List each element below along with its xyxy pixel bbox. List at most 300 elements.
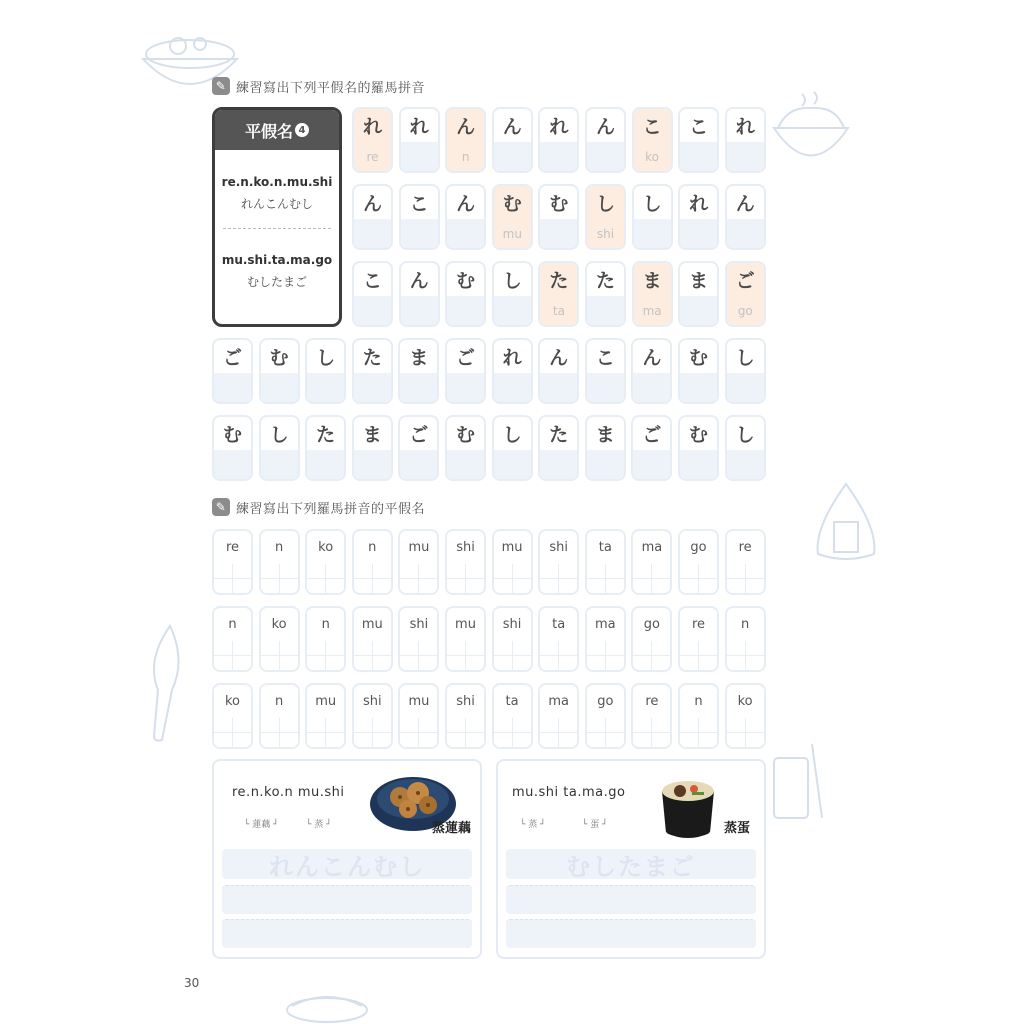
practice-cell[interactable]: [212, 683, 253, 749]
cell-romaji: ma: [641, 540, 663, 555]
cell-answer-area[interactable]: [540, 641, 577, 670]
cell-answer-area[interactable]: [540, 142, 577, 171]
card-romaji: mu.shi ta.ma.go: [512, 785, 626, 800]
section-title-text: 練習寫出下列平假名的羅馬拼音: [236, 80, 426, 96]
cell-kana: し: [642, 193, 662, 215]
cell-answer-area[interactable]: [447, 564, 484, 593]
cell-answer-area[interactable]: [214, 564, 251, 593]
practice-cell[interactable]: [305, 415, 346, 481]
cell-romaji: re: [645, 694, 659, 709]
cell-kana: ん: [502, 116, 522, 138]
practice-cell[interactable]: [352, 683, 393, 749]
practice-cell[interactable]: [585, 606, 626, 672]
cell-kana: ん: [595, 116, 615, 138]
practice-cell[interactable]: [725, 529, 766, 595]
practice-cell[interactable]: [352, 184, 393, 250]
cell-answer-area[interactable]: [680, 142, 717, 171]
cell-answer-area[interactable]: [634, 219, 671, 248]
cell-answer-area[interactable]: [540, 718, 577, 747]
practice-cell[interactable]: [678, 606, 719, 672]
practice-cell[interactable]: [259, 606, 300, 672]
cell-answer-area[interactable]: [680, 450, 717, 479]
cell-answer-area[interactable]: [587, 373, 624, 402]
cell-answer-area[interactable]: [261, 373, 298, 402]
card-writing-line: [222, 919, 472, 948]
practice-cell[interactable]: [212, 529, 253, 595]
cell-romaji: shi: [549, 540, 568, 555]
cell-kana: し: [735, 424, 755, 446]
cell-kana: れ: [502, 347, 522, 369]
cell-answer-area[interactable]: [400, 373, 437, 402]
practice-cell[interactable]: [492, 415, 533, 481]
cell-answer-area[interactable]: [400, 450, 437, 479]
cell-kana: む: [455, 424, 475, 446]
practice-cell[interactable]: [585, 184, 626, 250]
cell-answer-area[interactable]: [633, 450, 670, 479]
cell-answer-area[interactable]: [447, 373, 484, 402]
cell-kana: し: [316, 347, 336, 369]
practice-cell[interactable]: [725, 107, 766, 173]
practice-cell[interactable]: [212, 415, 253, 481]
cell-romaji: mu: [408, 540, 430, 555]
cell-answer-area[interactable]: re: [354, 142, 391, 171]
cell-romaji: re: [691, 617, 706, 632]
cell-kana: ご: [642, 424, 662, 446]
practice-cell[interactable]: [585, 338, 626, 404]
cell-answer-area[interactable]: [307, 373, 344, 402]
cell-romaji: ma: [548, 694, 569, 709]
cell-romaji: shi: [456, 694, 475, 709]
cell-answer-area[interactable]: [680, 219, 717, 248]
practice-cell[interactable]: [585, 261, 626, 327]
practice-cell[interactable]: [445, 184, 486, 250]
word-card-mushi-tamago: [496, 759, 766, 959]
section-title-romaji-to-kana: [212, 496, 425, 518]
cell-kana: ま: [362, 424, 382, 446]
cell-answer-area[interactable]: [307, 450, 344, 479]
cell-romaji: mu: [455, 617, 476, 632]
practice-cell[interactable]: [492, 606, 533, 672]
section-title-kana-to-romaji: [212, 75, 425, 97]
practice-cell[interactable]: [492, 184, 533, 250]
practice-cell[interactable]: [678, 683, 719, 749]
cell-romaji: mu: [315, 694, 337, 709]
vocab-word: [215, 253, 339, 290]
sushi-doodle-icon: [282, 988, 372, 1024]
cell-romaji: shi: [502, 617, 522, 632]
practice-cell[interactable]: [678, 107, 719, 173]
cell-answer-area[interactable]: [680, 641, 717, 670]
cell-romaji: mu: [501, 540, 523, 555]
practice-cell[interactable]: [492, 107, 533, 173]
cell-answer-area[interactable]: [587, 142, 624, 171]
cell-romaji: go: [597, 694, 614, 709]
cell-kana: む: [549, 193, 569, 215]
practice-cell[interactable]: [492, 338, 533, 404]
card-writing-line: [222, 885, 472, 914]
section-title-text: 練習寫出下列羅馬拼音的平假名: [236, 501, 426, 517]
practice-cell[interactable]: [631, 529, 672, 595]
cell-romaji: re: [225, 540, 240, 555]
cell-kana: ん: [549, 347, 569, 369]
cell-answer-area[interactable]: [587, 296, 624, 325]
cell-kana: た: [540, 263, 577, 296]
practice-cell[interactable]: [538, 261, 579, 327]
practice-cell[interactable]: [445, 683, 486, 749]
cell-kana: こ: [689, 116, 709, 138]
vocab-box-number-badge: 4: [295, 123, 309, 137]
cell-answer-area[interactable]: [307, 641, 344, 670]
cell-answer-area[interactable]: [494, 373, 531, 402]
cell-answer-area[interactable]: [214, 450, 251, 479]
practice-cell[interactable]: [678, 261, 719, 327]
cell-kana: こ: [362, 270, 382, 292]
cell-answer-area[interactable]: shi: [587, 219, 624, 248]
vocab-word-romaji: re.n.ko.n.mu.shi: [221, 175, 333, 189]
practice-cell[interactable]: [632, 184, 673, 250]
practice-cell[interactable]: [352, 338, 393, 404]
cell-kana: ご: [727, 263, 764, 296]
card-gloss: └ 蛋 ┘: [582, 820, 608, 830]
vocab-word-kana: れんこんむし: [240, 197, 313, 211]
cell-answer-area[interactable]: ta: [540, 296, 577, 325]
practice-cell[interactable]: [352, 415, 393, 481]
practice-cell[interactable]: [585, 107, 626, 173]
cell-kana: む: [269, 347, 289, 369]
cell-kana: ん: [735, 193, 755, 215]
cell-answer-area[interactable]: [727, 450, 764, 479]
practice-cell[interactable]: [538, 529, 579, 595]
practice-cell[interactable]: [538, 107, 579, 173]
word-card-renkon-mushi: [212, 759, 482, 959]
practice-cell[interactable]: [632, 261, 673, 327]
cell-kana: た: [316, 424, 336, 446]
cell-answer-area[interactable]: [261, 450, 298, 479]
cell-answer-area[interactable]: [494, 718, 531, 747]
cell-answer-area[interactable]: [540, 219, 577, 248]
cell-answer-area[interactable]: [214, 373, 251, 402]
cell-answer-area[interactable]: [494, 564, 531, 593]
practice-cell[interactable]: [259, 683, 300, 749]
cell-romaji: go: [643, 617, 660, 632]
practice-cell[interactable]: [492, 529, 533, 595]
practice-cell[interactable]: [305, 606, 346, 672]
practice-cell[interactable]: [259, 415, 300, 481]
practice-cell[interactable]: [212, 606, 253, 672]
cell-kana: し: [502, 270, 522, 292]
vocab-word-romaji: mu.shi.ta.ma.go: [221, 253, 333, 267]
cell-answer-area[interactable]: [447, 296, 484, 325]
cell-kana: む: [456, 270, 476, 292]
cell-kana: こ: [409, 193, 429, 215]
card-food-name: 蒸蓮藕: [432, 821, 472, 836]
practice-cell[interactable]: [352, 107, 393, 173]
cell-answer-area[interactable]: [354, 718, 391, 747]
cell-kana: れ: [689, 193, 709, 215]
cell-romaji: shi: [362, 694, 382, 709]
cell-kana: ん: [642, 347, 662, 369]
cell-answer-area[interactable]: [214, 718, 251, 747]
cell-answer-area[interactable]: [447, 450, 484, 479]
pencil-icon: ✎: [212, 498, 230, 516]
practice-cell[interactable]: [398, 683, 439, 749]
cell-answer-area[interactable]: [727, 718, 764, 747]
cell-romaji: n: [274, 694, 284, 709]
cell-kana: ん: [456, 193, 476, 215]
cell-romaji: shi: [456, 540, 475, 555]
cell-answer-area[interactable]: ma: [634, 296, 671, 325]
practice-cell[interactable]: [352, 529, 393, 595]
card-gloss: └ 蒸 ┘: [306, 820, 332, 830]
cell-kana: れ: [549, 116, 569, 138]
cell-answer-area[interactable]: ko: [634, 142, 671, 171]
cell-answer-area[interactable]: [354, 641, 391, 670]
practice-cell[interactable]: [631, 606, 672, 672]
cell-answer-area[interactable]: [214, 641, 251, 670]
cell-answer-area[interactable]: [494, 296, 531, 325]
practice-cell[interactable]: [725, 606, 766, 672]
cell-kana: ん: [447, 109, 484, 142]
practice-cell[interactable]: [678, 338, 719, 404]
cell-answer-area[interactable]: [680, 564, 717, 593]
practice-cell[interactable]: [445, 338, 486, 404]
cell-kana: こ: [634, 109, 671, 142]
cell-answer-area[interactable]: [633, 373, 670, 402]
vocab-box: [212, 107, 342, 327]
cell-answer-area[interactable]: [633, 564, 670, 593]
cell-answer-area[interactable]: [540, 373, 577, 402]
practice-cell[interactable]: [445, 261, 486, 327]
cell-romaji: ko: [271, 617, 287, 632]
practice-cell[interactable]: [492, 261, 533, 327]
practice-cell[interactable]: [678, 529, 719, 595]
cell-romaji: ta: [598, 540, 612, 555]
cell-answer-area[interactable]: [401, 142, 438, 171]
practice-cell[interactable]: [445, 415, 486, 481]
practice-cell[interactable]: [538, 683, 579, 749]
drink-doodle-icon: [766, 738, 830, 824]
cell-romaji: ko: [224, 694, 241, 709]
practice-cell[interactable]: [725, 184, 766, 250]
cell-romaji: n: [274, 540, 284, 555]
card-writing-line: [506, 885, 756, 914]
cell-answer-area[interactable]: [633, 718, 670, 747]
rice-bowl-doodle-icon: [768, 88, 854, 180]
practice-cell[interactable]: [585, 683, 626, 749]
practice-cell[interactable]: [538, 415, 579, 481]
cell-kana: し: [735, 347, 755, 369]
cell-answer-area[interactable]: [727, 373, 764, 402]
practice-cell[interactable]: [538, 338, 579, 404]
practice-cell[interactable]: [445, 529, 486, 595]
cell-answer-area[interactable]: [447, 219, 484, 248]
cell-kana: た: [595, 270, 615, 292]
cell-romaji: n: [321, 617, 330, 632]
practice-cell[interactable]: [445, 606, 486, 672]
cell-answer-area[interactable]: [307, 718, 344, 747]
card-writing-line: [506, 919, 756, 948]
cell-romaji: ta: [552, 617, 566, 632]
cell-kana: む: [222, 424, 242, 446]
vocab-word-kana: むしたまご: [246, 275, 307, 289]
cell-answer-area[interactable]: [540, 564, 577, 593]
card-trace-line: れんこんむし: [222, 849, 472, 879]
practice-cell[interactable]: [632, 107, 673, 173]
cell-answer-area[interactable]: [727, 564, 764, 593]
cell-answer-area[interactable]: [354, 219, 391, 248]
cell-answer-area[interactable]: [447, 718, 484, 747]
cell-answer-area[interactable]: [494, 142, 531, 171]
practice-cell[interactable]: [259, 338, 300, 404]
cell-answer-area[interactable]: [401, 219, 438, 248]
cell-romaji: ta: [505, 694, 519, 709]
cell-answer-area[interactable]: [633, 641, 670, 670]
cell-romaji: go: [690, 540, 707, 555]
cell-kana: む: [688, 347, 708, 369]
practice-cell[interactable]: [399, 107, 440, 173]
cell-answer-area[interactable]: mu: [494, 219, 531, 248]
cell-kana: ご: [409, 424, 429, 446]
practice-cell[interactable]: [725, 683, 766, 749]
cell-answer-area[interactable]: go: [727, 296, 764, 325]
practice-cell[interactable]: [678, 184, 719, 250]
practice-cell[interactable]: [398, 606, 439, 672]
practice-cell[interactable]: [585, 529, 626, 595]
practice-cell[interactable]: [305, 338, 346, 404]
cell-answer-area[interactable]: [494, 450, 531, 479]
onigiri-doodle-icon: [808, 478, 884, 566]
cell-answer-area[interactable]: [400, 641, 437, 670]
vocab-word: [215, 175, 339, 212]
cell-kana: ま: [689, 270, 709, 292]
cell-kana: れ: [735, 116, 755, 138]
cell-answer-area[interactable]: [494, 641, 531, 670]
cell-kana: し: [269, 424, 289, 446]
cell-answer-area[interactable]: [727, 142, 764, 171]
cell-kana: む: [494, 186, 531, 219]
cell-kana: た: [362, 347, 382, 369]
cell-answer-area[interactable]: [354, 564, 391, 593]
card-trace-line: むしたまご: [506, 849, 756, 879]
cell-answer-area[interactable]: [587, 450, 624, 479]
practice-cell[interactable]: [352, 606, 393, 672]
card-gloss: └ 蒸 ┘: [520, 820, 546, 830]
cell-kana: た: [549, 424, 569, 446]
practice-cell[interactable]: [399, 184, 440, 250]
cell-kana: ん: [409, 270, 429, 292]
practice-cell[interactable]: [398, 529, 439, 595]
cell-kana: れ: [409, 116, 429, 138]
cell-romaji: mu: [408, 694, 430, 709]
cell-answer-area[interactable]: [400, 718, 437, 747]
cell-romaji: n: [740, 617, 750, 632]
practice-cell[interactable]: [725, 415, 766, 481]
cell-romaji: n: [368, 540, 377, 555]
cell-kana: し: [587, 186, 624, 219]
cell-answer-area[interactable]: [587, 718, 624, 747]
page-number: 30: [184, 976, 200, 990]
cell-kana: ご: [222, 347, 242, 369]
cell-answer-area[interactable]: [261, 564, 298, 593]
cell-romaji: n: [694, 694, 703, 709]
vocab-box-header: [215, 110, 339, 150]
cell-answer-area[interactable]: [680, 296, 717, 325]
chawanmushi-photo-icon: [658, 773, 718, 843]
cell-answer-area[interactable]: [354, 373, 391, 402]
cell-answer-area[interactable]: [354, 450, 391, 479]
cell-answer-area[interactable]: [587, 564, 624, 593]
cell-answer-area[interactable]: [447, 641, 484, 670]
practice-cell[interactable]: [631, 338, 672, 404]
cell-romaji: n: [228, 617, 237, 632]
cell-kana: ん: [362, 193, 382, 215]
cell-answer-area[interactable]: [261, 718, 298, 747]
practice-cell[interactable]: [678, 415, 719, 481]
card-romaji: re.n.ko.n mu.shi: [232, 785, 345, 800]
cell-kana: む: [688, 424, 708, 446]
practice-cell[interactable]: [538, 606, 579, 672]
cell-kana: ま: [595, 424, 615, 446]
practice-cell[interactable]: [399, 261, 440, 327]
cell-answer-area[interactable]: [727, 641, 764, 670]
cell-romaji: ko: [318, 540, 334, 555]
practice-cell[interactable]: [212, 338, 253, 404]
cell-answer-area[interactable]: [680, 373, 717, 402]
card-gloss: └ 蓮藕 ┘: [244, 820, 279, 830]
cell-kana: れ: [354, 109, 391, 142]
card-food-name: 蒸蛋: [724, 821, 751, 836]
spoon-doodle-icon: [140, 620, 196, 746]
practice-cell[interactable]: [398, 338, 439, 404]
practice-cell[interactable]: [492, 683, 533, 749]
practice-cell[interactable]: [445, 107, 486, 173]
practice-cell[interactable]: [259, 529, 300, 595]
practice-cell[interactable]: [352, 261, 393, 327]
practice-cell[interactable]: [398, 415, 439, 481]
cell-kana: こ: [595, 347, 615, 369]
practice-cell[interactable]: [725, 261, 766, 327]
cell-answer-area[interactable]: [401, 296, 438, 325]
cell-answer-area[interactable]: [307, 564, 344, 593]
practice-cell[interactable]: [538, 184, 579, 250]
practice-cell[interactable]: [631, 683, 672, 749]
practice-cell[interactable]: [725, 338, 766, 404]
practice-cell[interactable]: [305, 529, 346, 595]
practice-cell[interactable]: [631, 415, 672, 481]
pencil-icon: ✎: [212, 77, 230, 95]
cell-answer-area[interactable]: [727, 219, 764, 248]
cell-answer-area[interactable]: [261, 641, 298, 670]
cell-romaji: ma: [594, 617, 616, 632]
cell-answer-area[interactable]: [587, 641, 624, 670]
cell-romaji: ko: [737, 694, 753, 709]
cell-romaji: shi: [409, 617, 429, 632]
cell-answer-area[interactable]: [354, 296, 391, 325]
cell-answer-area[interactable]: [540, 450, 577, 479]
cell-kana: ご: [455, 347, 475, 369]
cell-answer-area[interactable]: [400, 564, 437, 593]
cell-romaji: mu: [361, 617, 383, 632]
cell-kana: ま: [409, 347, 429, 369]
practice-cell[interactable]: [585, 415, 626, 481]
vocab-box-title: 平假名: [244, 121, 293, 141]
cell-answer-area[interactable]: n: [447, 142, 484, 171]
cell-kana: し: [502, 424, 522, 446]
cell-kana: ま: [634, 263, 671, 296]
vocab-divider: [223, 228, 331, 229]
practice-cell[interactable]: [305, 683, 346, 749]
cell-answer-area[interactable]: [680, 718, 717, 747]
